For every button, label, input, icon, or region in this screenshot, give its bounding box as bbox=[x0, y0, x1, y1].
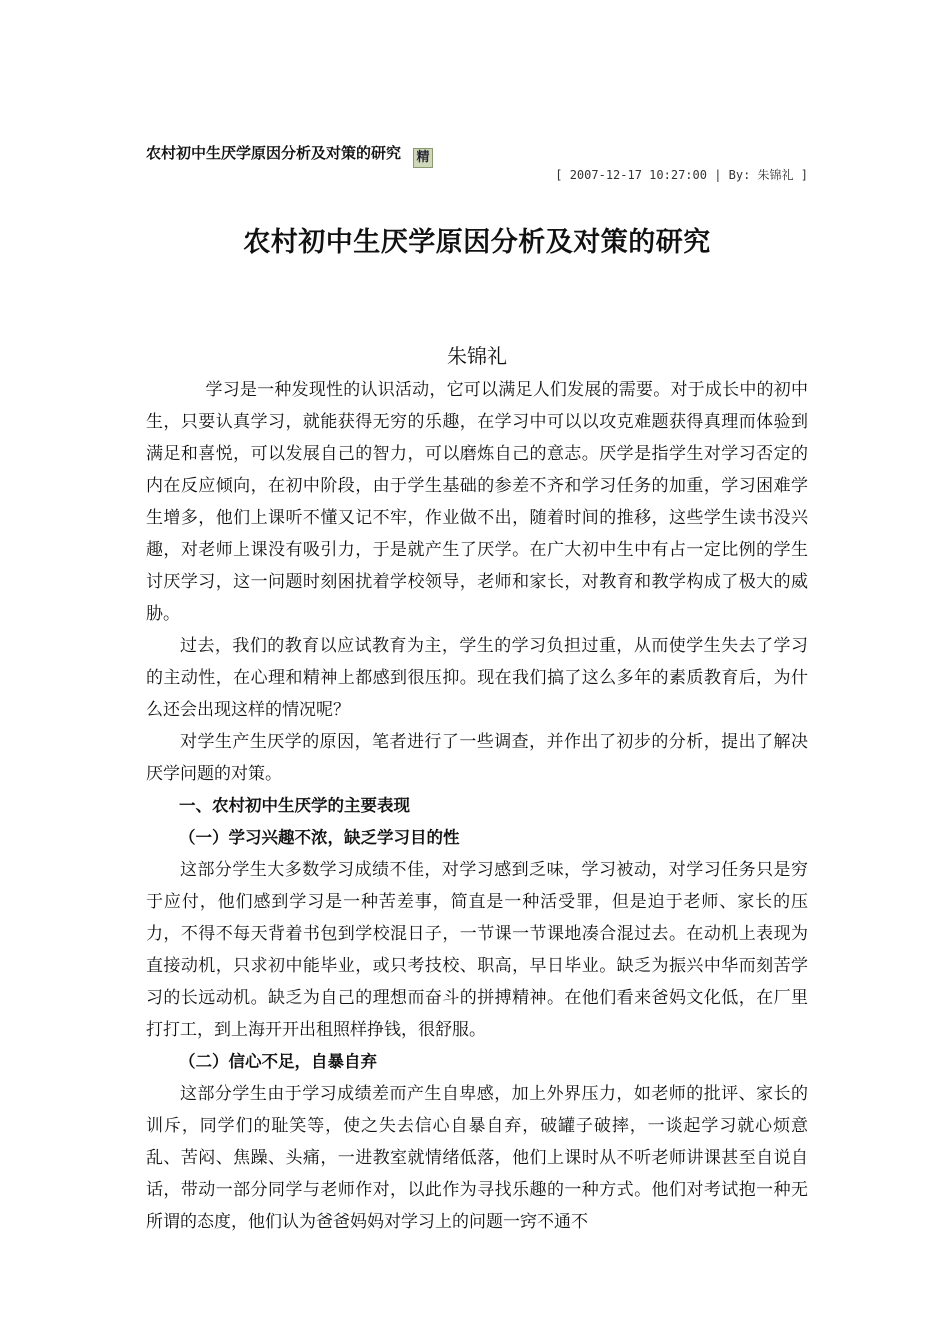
post-meta: [ 2007-12-17 10:27:00 | By: 朱锦礼 ] bbox=[555, 168, 808, 182]
header-title[interactable]: 农村初中生厌学原因分析及对策的研究 bbox=[146, 144, 402, 162]
subsection-heading: （二）信心不足，自暴自弃 bbox=[179, 1052, 377, 1071]
article-title: 农村初中生厌学原因分析及对策的研究 bbox=[243, 227, 711, 258]
paragraph: 这部分学生由于学习成绩差而产生自卑感，加上外界压力，如老师的批评、家长的训斥，同学们的耻笑等，使之失去信心自暴自弃，破罐子破摔，一谈起学习就心烦意乱、苦闷、焦躁、头痛，一进教室就情绪低落，他们上课时从不听老师讲课甚至自说自话，带动一部分同学与老师作对，以此作为寻找乐趣的一种方式。他们对考试抱一种无所谓的态度，他们认为爸爸妈妈对学习上的问题一窍不通不 bbox=[146, 1084, 808, 1232]
paragraph: 对学生产生厌学的原因，笔者进行了一些调查，并作出了初步的分析，提出了解决厌学问题的对策。 bbox=[146, 732, 808, 784]
article-body bbox=[146, 374, 808, 1238]
header-title-row bbox=[146, 142, 433, 168]
paragraph: 这部分学生大多数学习成绩不佳，对学习感到乏味，学习被动，对学习任务只是穷于应付，他们感到学习是一种苦差事，简直是一种活受罪，但是迫于老师、家长的压力，不得不每天背着书包到学校混日子，一节课一节课地凑合混过去。在动机上表现为直接动机，只求初中能毕业，或只考技校、职高，早日毕业。缺乏为振兴中华而刻苦学习的长远动机。缺乏为自己的理想而奋斗的拼搏精神。在他们看来爸妈文化低，在厂里打打工，到上海开开出租照样挣钱，很舒服。 bbox=[146, 860, 808, 1040]
section-heading: 一、农村初中生厌学的主要表现 bbox=[179, 796, 410, 815]
featured-badge-icon: 精 bbox=[413, 148, 433, 168]
paragraph: 学习是一种发现性的认识活动，它可以满足人们发展的需要。对于成长中的初中生，只要认真学习，就能获得无穷的乐趣，在学习中可以以攻克难题获得真理而体验到满足和喜悦，可以发展自己的智力，可以磨炼自己的意志。厌学是指学生对学习否定的内在反应倾向，在初中阶段，由于学生基础的参差不齐和学习任务的加重，学习困难学生增多，他们上课听不懂又记不牢，作业做不出，随着时间的推移，这些学生读书没兴趣，对老师上课没有吸引力，于是就产生了厌学。在广大初中生中有占一定比例的学生讨厌学习，这一问题时刻困扰着学校领导，老师和家长，对教育和教学构成了极大的威胁。 bbox=[146, 380, 808, 624]
paragraph: 过去，我们的教育以应试教育为主，学生的学习负担过重，从而使学生失去了学习的主动性，在心理和精神上都感到很压抑。现在我们搞了这么多年的素质教育后，为什么还会出现这样的情况呢？ bbox=[146, 636, 808, 720]
article-author: 朱锦礼 bbox=[447, 344, 507, 368]
subsection-heading: （一）学习兴趣不浓，缺乏学习目的性 bbox=[179, 828, 460, 847]
